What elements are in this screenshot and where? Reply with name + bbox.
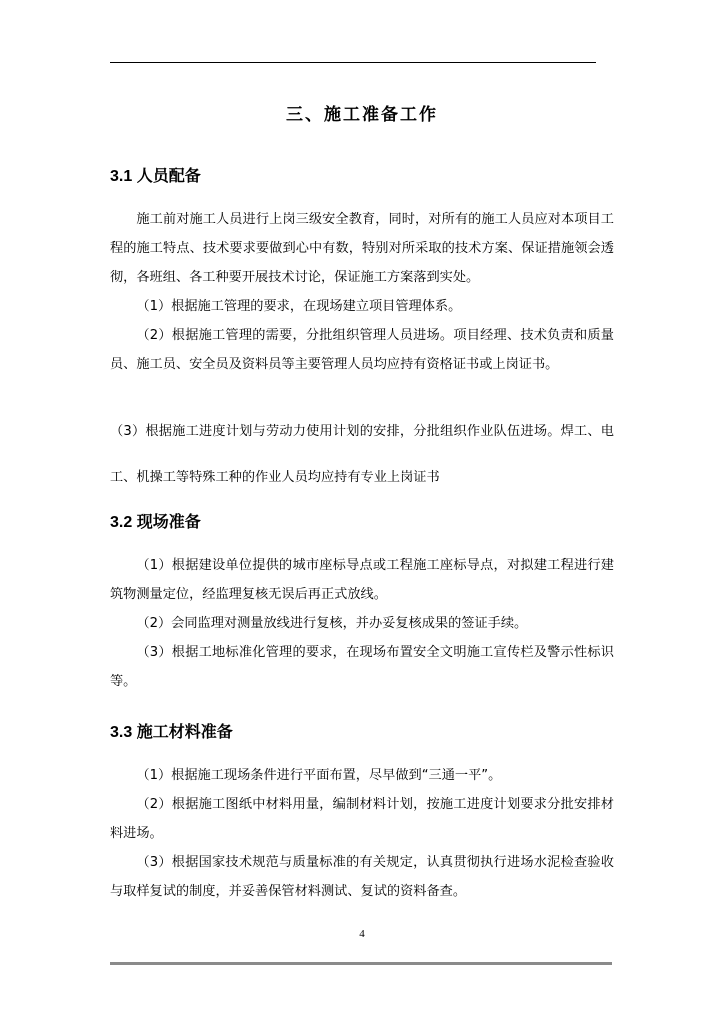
section-heading-materials: 3.3 施工材料准备: [110, 724, 233, 741]
paragraph: （1）根据施工现场条件进行平面布置，尽早做到“三通一平”。: [136, 768, 502, 783]
paragraph: （2）根据施工管理的需要，分批组织管理人员进场。项目经理、技术负责和质量员、施工员、安全员及资料员等主要管理人员均应持有资格证书或上岗证书。: [110, 328, 614, 372]
section-heading-personnel: 3.1 人员配备: [110, 168, 201, 185]
footer-rule: [110, 962, 612, 965]
paragraph: （2）会同监理对测量放线进行复核，并办妥复核成果的签证手续。: [136, 616, 528, 631]
paragraph: 施工前对施工人员进行上岗三级安全教育，同时，对所有的施工人员应对本项目工程的施工特点、技术要求要做到心中有数，特别对所采取的技术方案、保证措施领会透彻，各班组、各工种要开展技术讨论，保证施工方案落到实处。: [110, 212, 614, 285]
header-rule: [110, 62, 596, 63]
paragraph: （3）根据施工进度计划与劳动力使用计划的安排，分批组织作业队伍进场。焊工、电工、机操工等特殊工种的作业人员均应持有专业上岗证书: [110, 424, 614, 485]
paragraph: （2）根据施工图纸中材料用量，编制材料计划，按施工进度计划要求分批安排材料进场。: [110, 797, 614, 841]
paragraph: （3）根据工地标准化管理的要求，在现场布置安全文明施工宣传栏及警示性标识等。: [110, 645, 614, 689]
paragraph: （1）根据施工管理的要求，在现场建立项目管理体系。: [136, 299, 462, 314]
page-number: 4: [359, 928, 365, 940]
page-title: 三、施工准备工作: [286, 105, 438, 125]
paragraph: （3）根据国家技术规范与质量标准的有关规定，认真贯彻执行进场水泥检查验收与取样复试的制度，并妥善保管材料测试、复试的资料备查。: [110, 855, 614, 899]
paragraph: （1）根据建设单位提供的城市座标导点或工程施工座标导点，对拟建工程进行建筑物测量定位，经监理复核无误后再正式放线。: [110, 558, 614, 602]
section-heading-site: 3.2 现场准备: [110, 514, 201, 531]
